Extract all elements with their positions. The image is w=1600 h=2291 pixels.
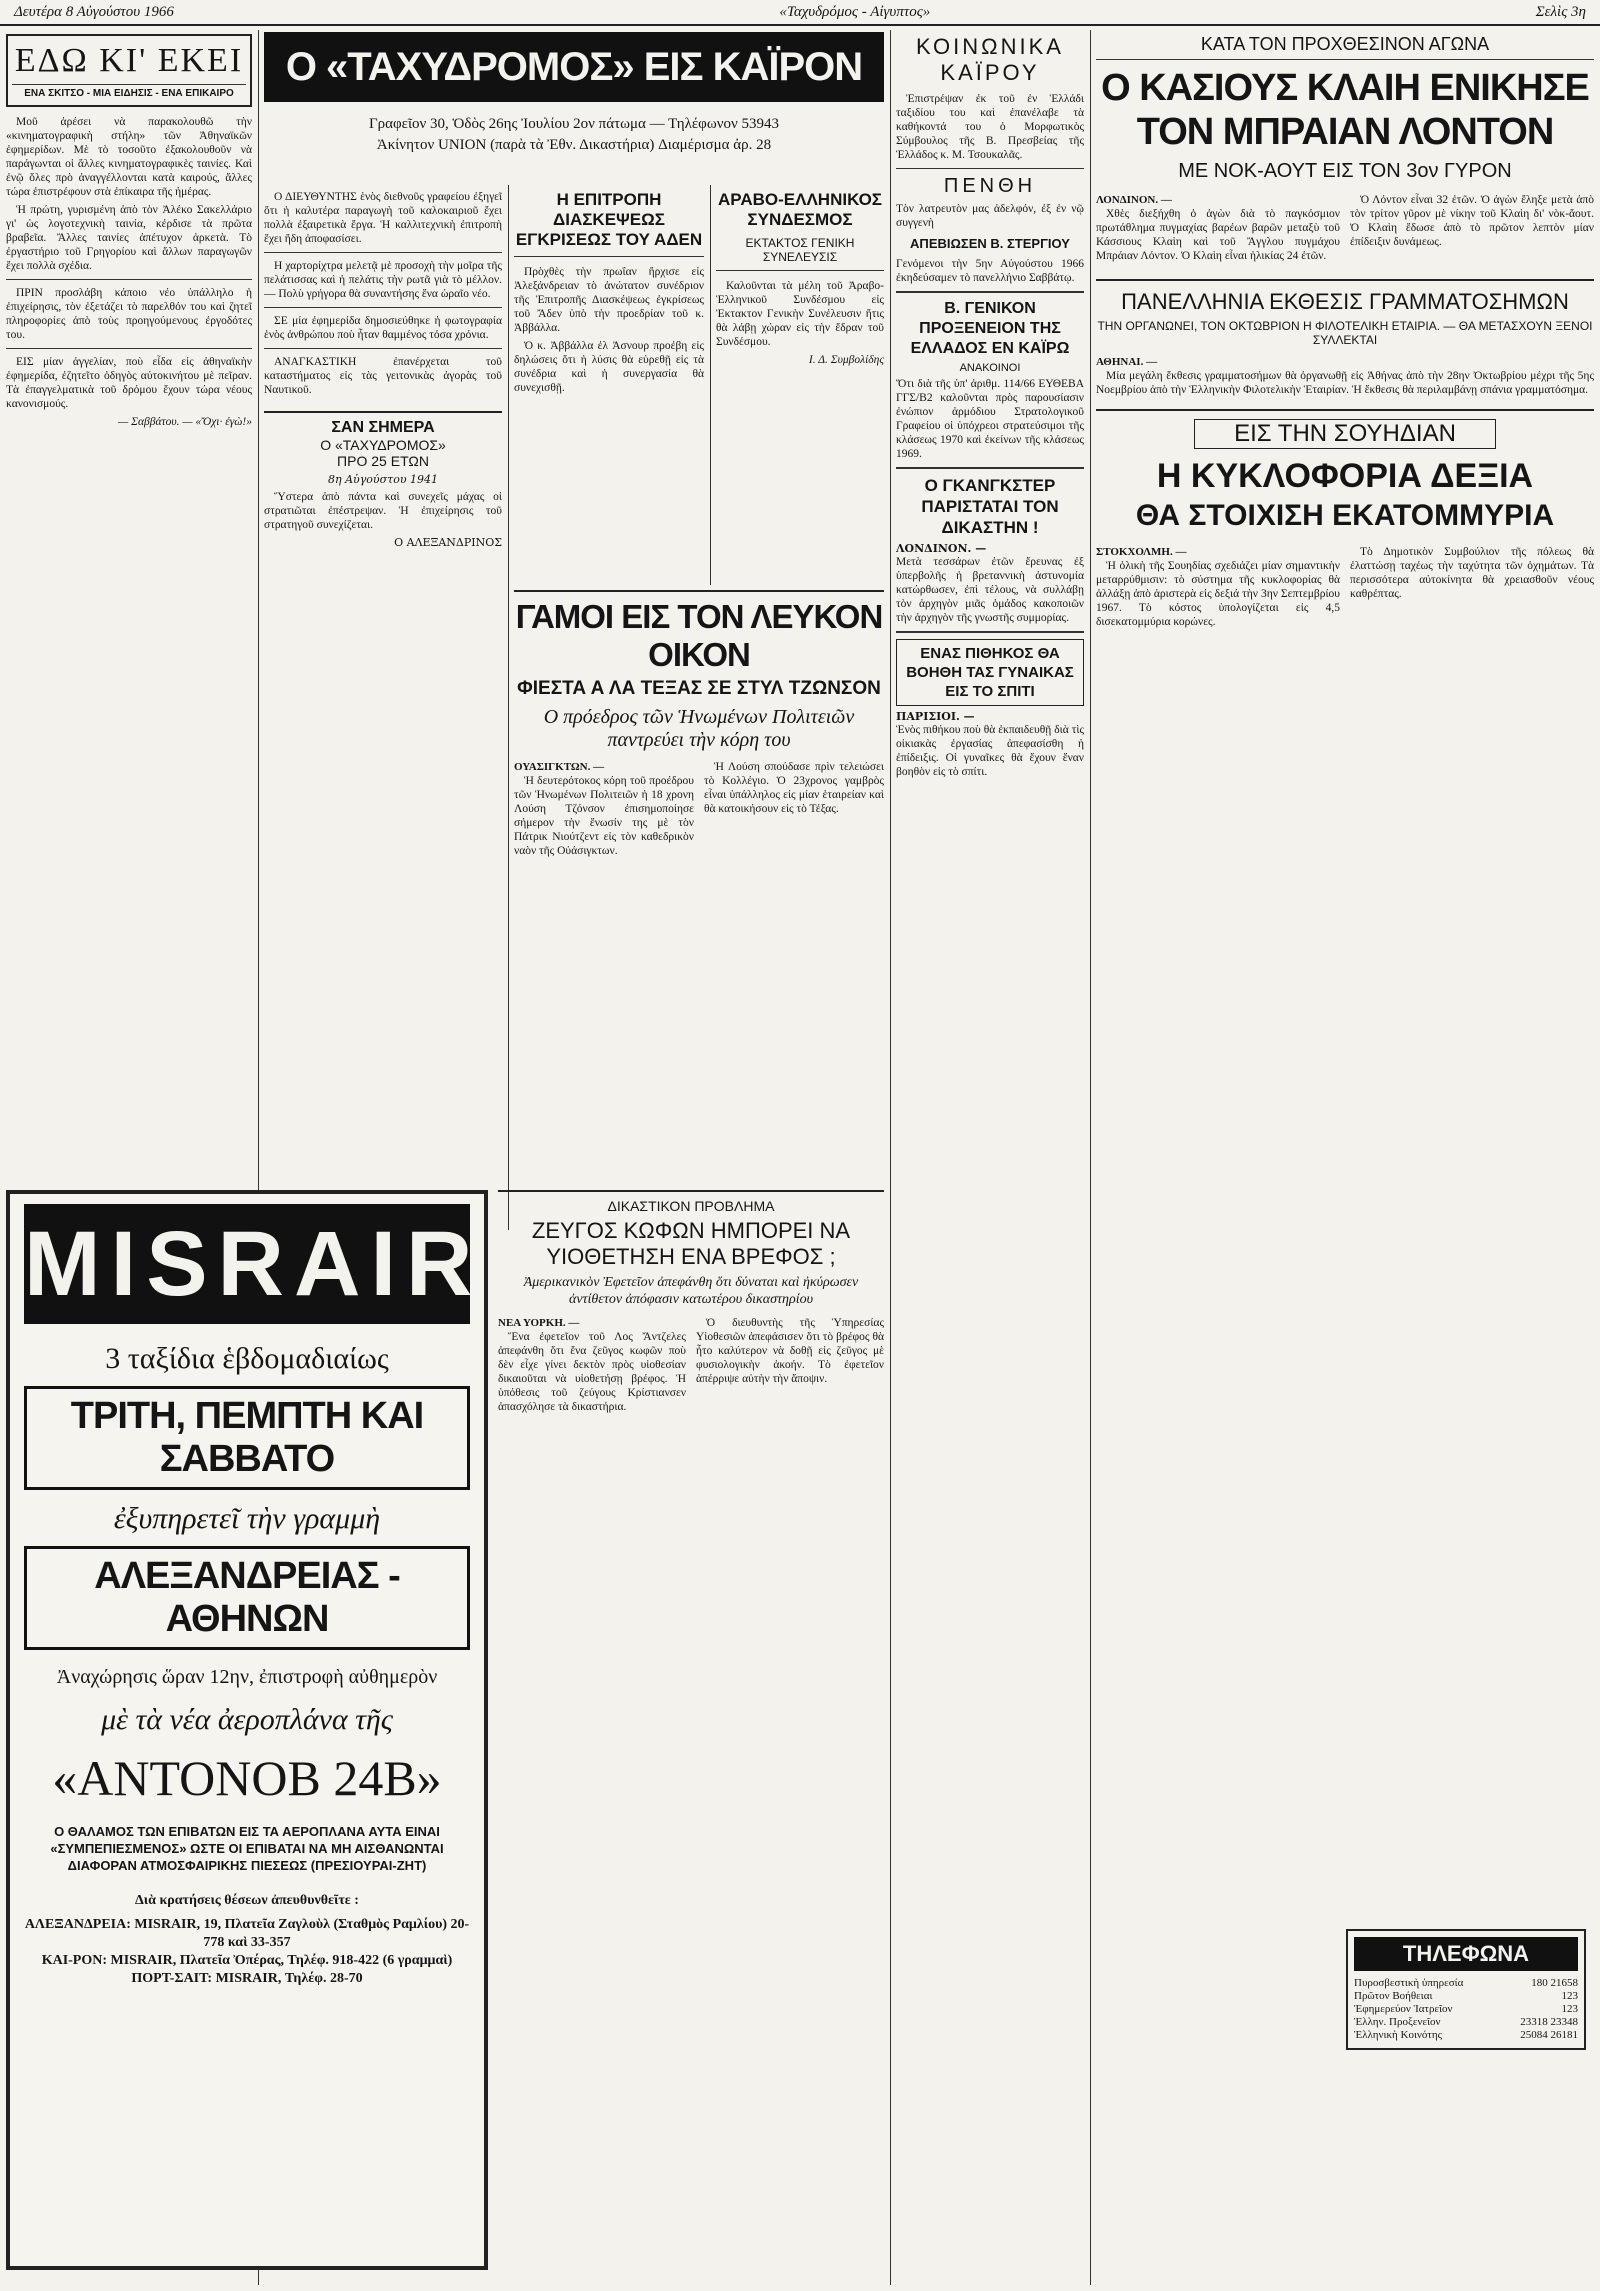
article-column	[1350, 545, 1594, 633]
ad-contact: ΠΟΡΤ-ΣΑΙΤ: MISRAIR, Τηλέφ. 28-70	[131, 1971, 363, 1986]
divider	[6, 348, 252, 349]
article-body	[264, 190, 502, 397]
social-title: ΚΟΙΝΩΝΙΚΑ ΚΑΪΡΟΥ	[916, 34, 1064, 85]
article-columns	[514, 760, 884, 862]
column-rule	[710, 185, 711, 585]
phones-list	[1354, 1977, 1578, 2042]
dateline: ΛΟΝΔΙΝΟΝ. —	[1096, 194, 1172, 206]
ad-contact-head: Διὰ κρατήσεις θέσεων ἀπευθυνθεῖτε :	[135, 1893, 359, 1908]
article-body	[6, 115, 252, 429]
article-text: Μετὰ τεσσάρων ἐτῶν ἔρευνας ἐξ ὑπερβολῆς ἡ βρεταννικὴ ἀστυνομία κατώρθωσεν, ἐπὶ τέλους, νὰ συλλάβῃ τὸν ἀρχηγὸν μιᾶς ὁμάδος κακοποιῶν τὴν ἀρχηγὸν τῆς γνωστῆς συμμορίας.	[896, 556, 1084, 624]
masthead-title: Ο «ΤΑΧΥΔΡΟΜΟΣ» ΕΙΣ ΚΑΪΡΟΝ	[264, 32, 884, 102]
article-headline: Η ΚΥΚΛΟΦΟΡΙΑ ΔΕΞΙΑ	[1156, 457, 1534, 495]
today-text: Ὕστερα ἀπὸ πάντα καὶ συνεχεῖς μάχας οἱ στρατιῶται ἐπέστρεψαν. Ἡ ἐπιχείρησις τοῦ στρατηγοῦ συνεχίζεται.	[264, 491, 502, 531]
paragraph: Καλοῦνται τὰ μέλη τοῦ Ἀραβο-Ἑλληνικοῦ Συνδέσμου εἰς Ἐκτακτον Γενικὴν Συνέλευσιν ἥτις θὰ λάβῃ χώραν εἰς τὴν ἕδραν τοῦ Συνδέσμου.	[716, 280, 884, 348]
article-column	[514, 760, 694, 862]
paragraph: ΣΕ μία ἐφημερίδα δημοσιεύθηκε ἡ φωτογραφία ἑνὸς ἀνθρώπου ποὺ ἦταν θαμμένος τόσα χρόνια.	[264, 315, 502, 341]
divider	[264, 307, 502, 308]
phone-row	[1354, 1977, 1578, 1990]
ad-line: Ἀναχώρησις ὥραν 12ην, ἐπιστροφὴ αὐθημερὸν	[56, 1666, 438, 1688]
divider	[896, 467, 1084, 469]
signature: Ι. Δ. Συμβολίδης	[808, 354, 884, 366]
article-deck: Ἀμερικανικὸν Ἐφετεῖον ἀπεφάνθη ὅτι δύναται καὶ ἠκύρωσεν ἀντίθετον ἀπόφασιν κατωτέρου δικαστηρίου	[523, 1275, 859, 1307]
column-5	[896, 34, 1084, 2274]
article-headline: ΠΑΝΕΛΛΗΝΙΑ ΕΚΘΕΣΙΣ ΓΡΑΜΜΑΤΟΣΗΜΩΝ	[1121, 289, 1569, 314]
header-paper: «Ταχυδρόμος - Αἰγυπτος»	[779, 3, 931, 20]
article-column	[1350, 193, 1594, 267]
today-subtitle: Ο «ΤΑΧΥΔΡΟΜΟΣ»	[320, 437, 446, 453]
paragraph: Η χαρτορίχτρα μελετᾷ μὲ προσοχὴ τὴν μοῖρα τῆς πελάτισσας καὶ ἡ πελάτις τὴν ρωτᾶ γιὰ τὸ μέλλον. — Πολὺ γρήγορα θὰ συναντήσης ἕνα ὡραῖο νέο.	[264, 260, 502, 300]
dateline: ΟΥΑΣΙΓΚΤΩΝ. —	[514, 761, 605, 773]
phone-row	[1354, 2029, 1578, 2042]
consulate-title: Β. ΓΕΝΙΚΟΝ ΠΡΟΞΕΝΕΙΟΝ ΤΗΣ ΕΛΛΑΔΟΣ ΕΝ ΚΑΪΡΩ	[910, 300, 1070, 357]
social-text: Ἐπιστρέψαν ἐκ τοῦ ἐν Ἑλλάδι ταξιδίου του καὶ ἐπανέλαβε τὰ καθήκοντά του ὁ Μορφωτικὸς Σύμβουλος τῆς Β. Πρεσβείας τῆς Ἑλλάδος κ. Μ. Τσουκαλᾶς.	[896, 93, 1084, 161]
paragraph: Χθὲς διεξήχθη ὁ ἀγὼν διὰ τὸ παγκόσμιον πρωτάθλημα πυγμαχίας βαρέων βαρῶν μεταξὺ τοῦ Κάσσιους Κλαὶη καὶ τοῦ Ἄγγλου πυγμάχου Μπράιαν Λόντον. Ὁ Κλαὶη εἶναι ἡλικίας 24 ἐτῶν.	[1096, 208, 1340, 262]
paragraph: ΠΡΙΝ προσλάβη κάποιο νέο ὑπάλληλο ἡ ἐπιχείρησις, τὸν ἐξετάζει τὸ παρελθόν του καὶ ζητεῖ πληροφορίες ἀπὸ τοὺς προηγούμενους ἐργοδότες του.	[6, 287, 252, 341]
article-columns	[1096, 545, 1594, 633]
article-headline: ΕΝΑΣ ΠΙΘΗΚΟΣ ΘΑ ΒΟΗΘΗ ΤΑΣ ΓΥΝΑΙΚΑΣ ΕΙΣ ΤΟ ΣΠΙΤΙ	[896, 639, 1084, 706]
divider	[6, 279, 252, 280]
today-title: ΣΑΝ ΣΗΜΕΡΑ	[331, 419, 435, 436]
column-3	[514, 190, 704, 585]
box-title: ΕΔΩ ΚΙ' ΕΚΕΙ	[14, 42, 244, 79]
consulate-text: Ὅτι διὰ τῆς ὑπ' ἀριθμ. 114/66 ΕΥΘΕΒΑ ΓΓΣ/Β2 καλοῦνται πρὸς παρουσίασιν ἐνώπιον ἁρμόδιου Στρατολογικοῦ Γραφείου οἱ ὑπόχρεοι στρατεύσιμοι τῆς κλάσεως 1970 καὶ ἐκείνων τῆς κλάσεως 1969.	[896, 378, 1084, 460]
phone-number: 123	[1561, 1990, 1578, 2002]
today-subtitle: ΠΡΟ 25 ΕΤΩΝ	[337, 453, 429, 469]
article-column	[498, 1316, 686, 1418]
dateline: ΑΘΗΝΑΙ. —	[1096, 356, 1158, 368]
dateline: ΠΑΡΙΣΙΟΙ. —	[896, 710, 975, 723]
phone-name: Πυροσβεστικὴ ὑπηρεσία	[1354, 1977, 1464, 1989]
signature: — Σαββάτου. — «Ὄχι· ἐγὼ!»	[118, 416, 252, 428]
column-rule	[890, 30, 891, 2285]
court-article	[498, 1190, 884, 2272]
phone-name: Πρῶτον Βοήθειαι	[1354, 1990, 1433, 2002]
divider	[896, 168, 1084, 169]
phone-row	[1354, 1990, 1578, 2003]
divider	[264, 348, 502, 349]
misrair-advertisement	[6, 1190, 488, 2270]
column-rule	[508, 185, 509, 1230]
misrair-logo: MISRAIR	[24, 1204, 470, 1324]
mourning-title: ΠΕΝΘΗ	[943, 175, 1037, 197]
today-date: 8η Αὐγούστου 1941	[328, 473, 438, 486]
article-column	[696, 1316, 884, 1418]
dateline: ΛΟΝΔΙΝΟΝ. —	[896, 542, 987, 555]
paragraph: Ὁ διευθυντὴς τῆς Ὑπηρεσίας Υἱοθεσιῶν ἀπεφάσισεν ὅτι τὸ βρέφος θὰ ἦτο καλύτερον νὰ δοθῇ εἰς ζεῦγος μὲ φυσιολογικὴν ἀκοήν. Τὸ ἐφετεῖον ἀπέρριψε αὐτὴν τὴν ἄποψιν.	[696, 1317, 884, 1385]
phone-name: Ἑλλην. Προξενεῖον	[1354, 2016, 1441, 2028]
paragraph: Πρὸχθὲς τὴν πρωΐαν ἤρχισε εἰς Ἀλεξάνδρειαν τὸ ἀνώτατον συνέδριον τῆς Ἐπιτροπῆς Διασκέψεως ἐγκρίσεως τοῦ Ἄδεν ὑπὸ τὴν προεδρίαν τοῦ κ. Ἀββάλλα.	[514, 266, 704, 334]
paragraph: Ο ΔΙΕΥΘΥΝΤΗΣ ἑνὸς διεθνοῦς γραφείου ἐξηγεῖ ὅτι ἡ καλυτέρα παραγωγὴ τοῦ καλοκαιριοῦ ἔχει πολλὰ ἐξαιρετικὰ ἔργα. Ἡ καλλιτεχνικὴ ἐπιτροπὴ ἔχει ἤδη ἀποφασίσει.	[264, 191, 502, 245]
column-rule	[1090, 30, 1091, 2285]
article-headline: Ο ΚΑΣΙΟΥΣ ΚΛΑΙΗ ΕΝΙΚΗΣΕ	[1101, 67, 1589, 109]
phones-box	[1346, 1929, 1586, 2050]
article-deck: Ο πρόεδρος τῶν Ἡνωμένων Πολιτειῶν παντρεύει τὴν κόρη του	[543, 706, 855, 751]
header-date: Δευτέρα 8 Αὐγούστου 1966	[14, 3, 174, 20]
paragraph: Ἡ πρώτη, γυρισμένη ἀπὸ τὸν Ἀλέκο Σακελλάριο γι' ὡς λογοτεχνικὴ ταινία, κέρδισε τὰ πρῶτα βραβεῖα. Ἄλλες ταινίες ἀπέτυχον ἀρκετὰ. Τὸ ἐργαστήριο τοῦ Γρηγορίου καὶ ἄλλων παραγωγῶν ἔχει πολλὰ σχέδια.	[6, 204, 252, 272]
expo-article	[1096, 279, 1594, 397]
article-headline: ΖΕΥΓΟΣ ΚΩΦΩΝ ΗΜΠΟΡΕΙ ΝΑ ΥΙΟΘΕΤΗΣΗ ΕΝΑ ΒΡΕΦΟΣ ;	[531, 1218, 851, 1269]
article-subhead: ΕΚΤΑΚΤΟΣ ΓΕΝΙΚΗ ΣΥΝΕΛΕΥΣΙΣ	[716, 236, 884, 271]
today-box	[264, 411, 502, 549]
page-header	[0, 0, 1600, 26]
paragraph: Ἡ Λούση σπούδασε πρὶν τελειώσει τὸ Κολλέγιο. Ὁ 23χρονος γαμβρὸς εἶναι ὑπάλληλος εἰς μίαν ἑταιρείαν καὶ θὰ κατοικήσουν εἰς τὸ Τέξας.	[704, 761, 884, 815]
article-text: Ἑνὸς πιθήκου ποὺ θὰ ἐκπαιδευθῇ διὰ τὶς οἰκιακὰς ἐργασίας ἀπεφασίσθη ἡ ἐπίδειξις. Οἱ γυναῖκες θὰ ἔχουν ἕναν βοηθὸν εἰς τὸ σπίτι.	[896, 724, 1084, 778]
masthead-line: Ἀκίνητον UNION (παρὰ τὰ Ἐθν. Δικαστήρια) Διαμέρισμα ἀρ. 28	[376, 137, 772, 153]
ad-contact: ΑΛΕΞΑΝΔΡΕΙΑ: MISRAIR, 19, Πλατεῖα Ζαγλοὺλ (Σταθμὸς Ραμλίου) 20-778 καὶ 33-357	[24, 1917, 470, 1950]
paragraph: Ἡ ὁλικὴ τῆς Σουηδίας σχεδιάζει μίαν σημαντικὴν μεταρρύθμισιν: τὸ σύστημα τῆς κυκλοφορίας θὰ ἀλλάξῃ ἀπὸ ἀριστερὰ εἰς δεξιά τὴν 3ην Σεπτεμβρίου 1967. Τὸ κόστος ὑπολογίζεται εἰς 4,5 δισεκατομμύρια κορώνες.	[1096, 560, 1340, 628]
article-headline: ΘΑ ΣΤΟΙΧΙΣΗ ΕΚΑΤΟΜΜΥΡΙΑ	[1135, 499, 1555, 532]
sweden-article	[1096, 409, 1594, 633]
header-page: Σελὶς 3η	[1535, 3, 1586, 20]
masthead	[264, 32, 884, 182]
phone-number: 180 21658	[1531, 1977, 1578, 1989]
phone-number: 123	[1561, 2003, 1578, 2015]
article-subhead: ΤΗΝ ΟΡΓΑΝΩΝΕΙ, ΤΟΝ ΟΚΤΩΒΡΙΟΝ Η ΦΙΛΟΤΕΛΙΚΗ ΕΤΑΙΡΙΑ. — ΘΑ ΜΕΤΑΣΧΟΥΝ ΞΕΝΟΙ ΣΥΛΛΕΚΤΑΙ	[1097, 319, 1593, 347]
article-deck: ΜΕ ΝΟΚ-ΑΟΥΤ ΕΙΣ ΤΟΝ 3ον ΓΥΡΟΝ	[1178, 160, 1512, 182]
paragraph: Ἕνα ἐφετεῖον τοῦ Λος Ἄντζελες ἀπεφάνθη ὅτι ἕνα ζεῦγος κωφῶν ποὺ δὲν εἶχε γίνει δεκτὸν πρὸς υἱοθεσίαν δικαιοῦται νὰ υἱοθετήσῃ βρέφος. Ἡ ὑπόθεσις τοῦ ζεύγους Κρίστιανσεν ἀπασχόλησε τὰ δικαστήρια.	[498, 1331, 686, 1413]
box-subtitle: ΕΝΑ ΣΚΙΤΣΟ - ΜΙΑ ΕΙΔΗΣΙΣ - ΕΝΑ ΕΠΙΚΑΙΡΟ	[12, 84, 246, 99]
phone-row	[1354, 2003, 1578, 2016]
ad-route: ΑΛΕΞΑΝΔΡΕΙΑΣ - ΑΘΗΝΩΝ	[24, 1546, 470, 1650]
paragraph: ΑΝΑΓΚΑΣΤΙΚΗ ἐπανέρχεται τοῦ καταστήματος εἰς τὰς γειτονικὰς ἀγορὰς τοῦ Ναυτικοῦ.	[264, 356, 502, 396]
paragraph: Τὸ Δημοτικὸν Συμβούλιον τῆς πόλεως θὰ ἐλαττώσῃ ταχέως τὴν ταχύτητα τῶν ὀχημάτων. Τὰ περισσότερα αὐτοκίνητα θὰ χρειασθοῦν νέους καθρέπτας.	[1350, 546, 1594, 600]
article-kicker: ΚΑΤΑ ΤΟΝ ΠΡΟΧΘΕΣΙΝΟΝ ΑΓΩΝΑ	[1096, 34, 1594, 60]
article-headline: ΤΟΝ ΜΠΡΑΙΑΝ ΛΟΝΤΟΝ	[1136, 111, 1554, 153]
ad-line: ἐξυπηρετεῖ τὴν γραμμὴ	[113, 1502, 381, 1535]
ad-notice: Ο ΘΑΛΑΜΟΣ ΤΩΝ ΕΠΙΒΑΤΩΝ ΕΙΣ ΤΑ ΑΕΡΟΠΛΑΝΑ ΑΥΤΑ ΕΙΝΑΙ «ΣΥΜΠΕΠΙΕΣΜΕΝΟΣ» ΩΣΤΕ ΟΙ ΕΠΙΒΑΤΑΙ ΝΑ ΜΗ ΑΙΣΘΑΝΩΝΤΑΙ ΔΙΑΦΟΡΑΝ ΑΤΜΟΣΦΑΙΡΙΚΗΣ ΠΙΕΣΕΩΣ (ΠΡΕΣΙΟΥΡΑΙ-ΖΗΤ)	[50, 1824, 444, 1873]
article-columns	[498, 1316, 884, 1418]
column-4	[716, 190, 884, 585]
death-head: ΑΠΕΒΙΩΣΕΝ Β. ΣΤΕΡΓΙΟΥ	[910, 236, 1070, 251]
paragraph: Μία μεγάλη ἔκθεσις γραμματοσήμων θὰ ὀργανωθῇ εἰς Ἀθήνας ἀπὸ τὴν 28ην Ὀκτωβρίου μέχρι τῆς 5ης Νοεμβρίου ἀπὸ τὴν Ἑλληνικὴν Φιλοτελικὴν Ἑταιρίαν. Ἡ ἔκθεσις θὰ περιλαμβάνῃ σπάνια γραμματόσημα.	[1096, 370, 1594, 396]
mourning-text: Τὸν λατρευτὸν μας ἀδελφόν, ἐξ ἐν νῷ συγγενὴ	[896, 203, 1084, 229]
article-column	[704, 760, 884, 862]
article-kicker: ΔΙΚΑΣΤΙΚΟΝ ΠΡΟΒΛΗΜΑ	[607, 1198, 775, 1214]
phone-number: 25084 26181	[1520, 2029, 1578, 2041]
article-subhead: ΦΙΕΣΤΑ Α ΛΑ ΤΕΞΑΣ ΣΕ ΣΤΥΛ ΤΖΩΝΣΟΝ	[517, 678, 881, 699]
phone-row	[1354, 2016, 1578, 2029]
article-headline: Η ΕΠΙΤΡΟΠΗ ΔΙΑΣΚΕΨΕΩΣ ΕΓΚΡΙΣΕΩΣ ΤΟΥ ΑΔΕΝ	[514, 190, 704, 257]
paragraph: ΕΙΣ μίαν ἀγγελίαν, ποὺ εἶδα εἰς ἀθηναϊκὴν ἐφημερίδα, ἐζητεῖτο ὁδηγὸς αὐτοκινήτου μὲ πεῖραν. Τὰ ἐπαγγελματικὰ τοῦ δρόμου ἔχουν τώρα νέους κανονισμούς.	[6, 356, 252, 410]
phone-number: 23318 23348	[1520, 2016, 1578, 2028]
death-text: Γενόμενοι τὴν 5ην Αὐγούστου 1966 ἐκηδεύσαμεν τὸ πανελλήνιο Σαββάτῳ.	[896, 258, 1084, 284]
column-2	[264, 190, 502, 1175]
divider	[896, 631, 1084, 633]
dateline: ΣΤΟΚΧΟΛΜΗ. —	[1096, 546, 1187, 558]
ad-contacts	[24, 1892, 470, 1988]
phone-name: Ἐφημερεύον Ἰατρεῖον	[1354, 2003, 1453, 2015]
eed-box	[6, 34, 252, 107]
column-1	[6, 34, 252, 1184]
paragraph: Ὁ Λόντον εἶναι 32 ἐτῶν. Ὁ ἀγὼν ἔληξε μετὰ ἀπὸ τὸν τρίτον γῦρον μὲ νίκην τοῦ Κλαὶη δι' νὸκ-ἄουτ. Ὁ Κλαὶη ἔδωσε ἀπὸ τὸ πρῶτον λεπτὸν μίαν ἐπίδειξιν δυνάμεως.	[1350, 194, 1594, 248]
article-kicker: ΕΙΣ ΤΗΝ ΣΟΥΗΔΙΑΝ	[1194, 419, 1496, 449]
article-column	[1096, 545, 1340, 633]
phones-title: ΤΗΛΕΦΩΝΑ	[1354, 1937, 1578, 1971]
article-headline: ΑΡΑΒΟ-ΕΛΛΗΝΙΚΟΣ ΣΥΝΔΕΣΜΟΣ	[717, 190, 882, 229]
wedding-article	[514, 590, 884, 1182]
article-body	[514, 265, 704, 395]
consulate-subtitle: ΑΝΑΚΟΙΝΟΙ	[959, 362, 1021, 374]
divider	[896, 291, 1084, 293]
article-columns	[1096, 193, 1594, 267]
article-column	[1096, 193, 1340, 267]
article-headline: Ο ΓΚΑΝΓΚΣΤΕΡ ΠΑΡΙΣΤΑΤΑΙ ΤΟΝ ΔΙΚΑΣΤΗΝ !	[921, 476, 1059, 537]
ad-contact: ΚΑΙ-ΡΟΝ: MISRAIR, Πλατεῖα Ὀπέρας, Τηλέφ. 918-422 (6 γραμμαὶ)	[41, 1953, 453, 1968]
today-sign: Ο ΑΛΕΞΑΝΔΡΙΝΟΣ	[394, 536, 502, 549]
ad-line: μὲ τὰ νέα ἀεροπλάνα τῆς	[101, 1703, 393, 1736]
dateline: ΝΕΑ ΥΟΡΚΗ. —	[498, 1317, 580, 1329]
divider	[264, 252, 502, 253]
article-column	[1096, 355, 1594, 397]
masthead-line: Γραφεῖον 30, Ὁδὸς 26ης Ἰουλίου 2ον πάτωμα — Τηλέφωνον 53943	[368, 116, 780, 132]
article-body	[716, 279, 884, 367]
ad-plane: «ΑΝΤΟΝΟΒ 24Β»	[52, 1750, 442, 1806]
paragraph: Μοῦ ἀρέσει νὰ παρακολουθῶ τὴν «κινηματογραφικὴ στήλη» τῶν Ἀθηναϊκῶν ἐφημερίδων. Μὲ τὸ τοσοῦτο ἐξακολουθοῦν νὰ παράγωνται οἱ ἄλλες κινηματογραφικὲς ταινίες. Καὶ ἐνῷ ὅλες πρὸ ἀναγγέλλονται κατὰ καιρούς, ἄλλες τώρα ἐπιστρέφουν στὰ ἐπίκαιρα τῆς ἡμέρας.	[6, 116, 252, 198]
article-headline: ΓΑΜΟΙ ΕΙΣ ΤΟΝ ΛΕΥΚΟΝ ΟΙΚΟΝ	[515, 598, 883, 673]
ad-days: ΤΡΙΤΗ, ΠΕΜΠΤΗ ΚΑΙ ΣΑΒΒΑΤΟ	[24, 1386, 470, 1490]
paragraph: Ἡ δευτερότοκος κόρη τοῦ προέδρου τῶν Ἡνωμένων Πολιτειῶν ἡ 18 χρονη Λούση Τζόνσον ἐπισημοποίησε σήμερον τὴν ἕνωσίν της μὲ τὸν Πάτρικ Νιούτζεντ εἰς τὸν καθεδρικὸν ναὸν τῆς Οὐάσιγκτων.	[514, 775, 694, 857]
phone-name: Ἑλληνικὴ Κοινότης	[1354, 2029, 1442, 2041]
column-6	[1096, 34, 1594, 2274]
ad-line: 3 ταξίδια ἑβδομαδιαίως	[105, 1342, 389, 1375]
paragraph: Ὁ κ. Ἀββάλλα ἐλ Ἀσνουρ προέβη εἰς δηλώσεις ὅτι ἡ λύσις θὰ εὑρεθῇ εἰς τὰ συνέδρια καὶ ἡ συνεργασία θὰ συνεχισθῇ.	[514, 340, 704, 394]
